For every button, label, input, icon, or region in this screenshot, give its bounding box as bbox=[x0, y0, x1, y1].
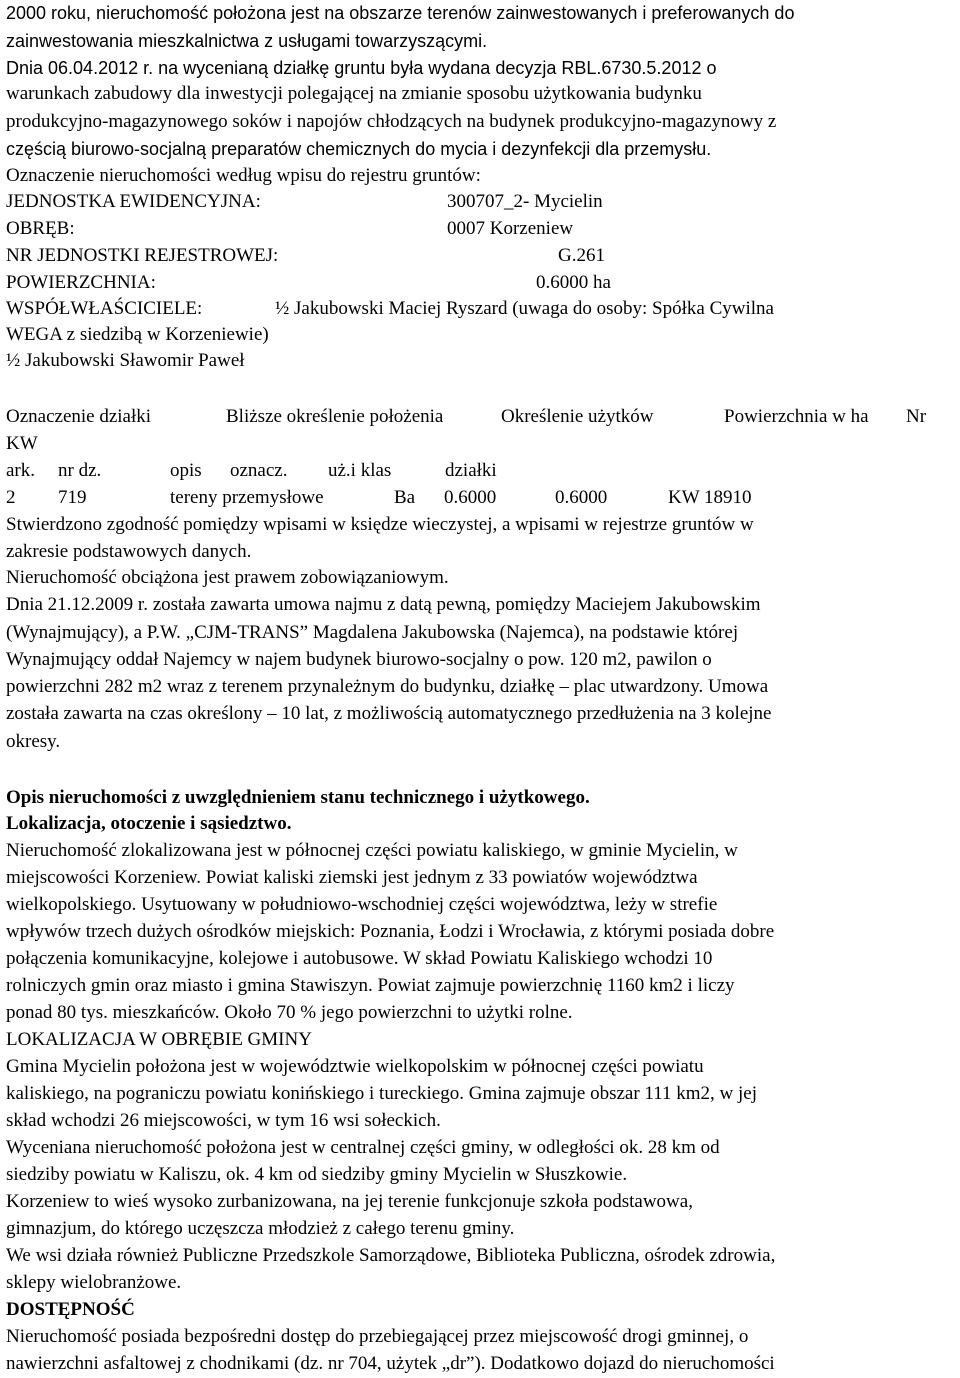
location-line: Nieruchomość zlokalizowana jest w północnej części powiatu kaliskiego, w gminie Mycielin, w bbox=[6, 840, 738, 861]
intro-line: warunkach zabudowy dla inwestycji polegającej na zmianie sposobu użytkowania budynku bbox=[6, 83, 702, 104]
section-heading-description: Opis nieruchomości z uwzględnieniem stanu technicznego i użytkowego. bbox=[6, 787, 590, 808]
intro-line: częścią biurowo-socjalną preparatów chemicznych do mycia i dezynfekcji dla przemysłu. bbox=[6, 139, 712, 159]
gmina-line: Korzeniew to wieś wysoko zurbanizowana, na jej terenie funkcjonuje szkoła podstawowa, bbox=[6, 1191, 693, 1212]
table-header-parcel: Oznaczenie działki bbox=[6, 406, 152, 427]
table-row-nr: 719 bbox=[58, 487, 87, 508]
table-row-description: tereny przemysłowe bbox=[170, 487, 324, 508]
area-label: POWIERZCHNIA: bbox=[6, 272, 156, 293]
section-heading-gmina: LOKALIZACJA W OBRĘBIE GMINY bbox=[6, 1029, 312, 1050]
location-line: połączenia komunikacyjne, kolejowe i autobusowe. W skład Powiatu Kaliskiego wchodzi 10 bbox=[6, 948, 713, 969]
table-row-area-1: 0.6000 bbox=[444, 487, 497, 508]
gmina-line: gimnazjum, do którego uczęszcza młodzież z całego terenu gminy. bbox=[6, 1218, 515, 1239]
paragraph-line: Dnia 21.12.2009 r. została zawarta umowa najmu z datą pewną, pomiędzy Maciejem Jakubowskim bbox=[6, 594, 761, 615]
table-row-ark: 2 bbox=[6, 487, 16, 508]
unit-value: 300707_2- Mycielin bbox=[447, 191, 603, 212]
access-line: nawierzchni asfaltowej z chodnikami (dz. nr 704, użytek „dr”). Dodatkowo dojazd do nieruchomości bbox=[6, 1353, 775, 1374]
intro-line: zainwestowania mieszkalnictwa z usługami towarzyszącymi. bbox=[6, 31, 488, 51]
table-sub-klas: uż.i klas bbox=[328, 460, 392, 481]
co-owner-2: ½ Jakubowski Sławomir Paweł bbox=[6, 350, 245, 371]
table-header-location: Bliższe określenie położenia bbox=[226, 406, 444, 427]
section-heading-location: Lokalizacja, otoczenie i sąsiedztwo. bbox=[6, 813, 292, 834]
table-sub-ark: ark. bbox=[6, 460, 36, 481]
paragraph-line: zakresie podstawowych danych. bbox=[6, 541, 252, 562]
gmina-line: Wyceniana nieruchomość położona jest w centralnej części gminy, w odległości ok. 28 km od bbox=[6, 1137, 720, 1158]
paragraph-line: Nieruchomość obciążona jest prawem zobowiązaniowym. bbox=[6, 567, 449, 588]
precinct-value: 0007 Korzeniew bbox=[447, 218, 574, 239]
table-header-use: Określenie użytków bbox=[501, 406, 654, 427]
paragraph-line: Stwierdzono zgodność pomiędzy wpisami w księdze wieczystej, a wpisami w rejestrze gruntów w bbox=[6, 514, 754, 535]
access-line: Nieruchomość posiada bezpośredni dostęp do przebiegającej przez miejscowość drogi gminnej, o bbox=[6, 1326, 749, 1347]
paragraph-line: (Wynajmujący), a P.W. „CJM-TRANS” Magdalena Jakubowska (Najemca), na podstawie której bbox=[6, 622, 739, 643]
gmina-line: siedziby powiatu w Kaliszu, ok. 4 km od siedziby gminy Mycielin w Słuszkowie. bbox=[6, 1164, 628, 1185]
reg-unit-label: NR JEDNOSTKI REJESTROWEJ: bbox=[6, 245, 279, 266]
precinct-label: OBRĘB: bbox=[6, 218, 75, 239]
table-row-area-2: 0.6000 bbox=[555, 487, 608, 508]
location-line: wielkopolskiego. Usytuowany w południowo-wschodniej części województwa, leży w strefie bbox=[6, 894, 718, 915]
paragraph-line: została zawarta na czas określony – 10 lat, z możliwością automatycznego przedłużenia na 3 kolejne bbox=[6, 703, 772, 724]
intro-line: Dnia 06.04.2012 r. na wycenianą działkę gruntu była wydana decyzja RBL.6730.5.2012 o bbox=[6, 58, 717, 78]
co-owner-1-cont: WEGA z siedzibą w Korzeniewie) bbox=[6, 324, 269, 345]
location-line: rolniczych gmin oraz miasto i gmina Stawiszyn. Powiat zajmuje powierzchnię 1160 km2 i liczy bbox=[6, 975, 735, 996]
gmina-line: We wsi działa również Publiczne Przedszkole Samorządowe, Biblioteka Publiczna, ośrodek zdrowia, bbox=[6, 1245, 776, 1266]
gmina-line: skład wchodzi 26 miejscowości, w tym 16 wsi sołeckich. bbox=[6, 1110, 441, 1131]
section-heading-access: DOSTĘPNOŚĆ bbox=[6, 1299, 135, 1320]
table-sub-nr: nr dz. bbox=[58, 460, 102, 481]
gmina-line: sklepy wielobranżowe. bbox=[6, 1272, 182, 1293]
table-header-area: Powierzchnia w ha bbox=[724, 406, 869, 427]
paragraph-line: powierzchni 282 m2 wraz z terenem przynależnym do budynku, działkę – plac utwardzony. Umowa bbox=[6, 676, 769, 697]
gmina-line: kaliskiego, na pograniczu powiatu konińskiego i tureckiego. Gmina zajmuje obszar 111 km2, w jej bbox=[6, 1083, 758, 1104]
table-header-nr: Nr bbox=[906, 406, 927, 427]
paragraph-line: Wynajmujący oddał Najemcy w najem budynek biurowo-socjalny o pow. 120 m2, pawilon o bbox=[6, 649, 712, 670]
co-owner-1: ½ Jakubowski Maciej Ryszard (uwaga do osoby: Spółka Cywilna bbox=[275, 298, 774, 319]
location-line: ponad 80 tys. mieszkańców. Około 70 % jego powierzchni to użytki rolne. bbox=[6, 1002, 573, 1023]
unit-label: JEDNOSTKA EWIDENCYJNA: bbox=[6, 191, 261, 212]
table-sub-oznacz: oznacz. bbox=[230, 460, 288, 481]
table-row-code: Ba bbox=[394, 487, 416, 508]
location-line: wpływów trzech dużych ośrodków miejskich: Poznania, Łodzi i Wrocławia, z którymi posiada dobre bbox=[6, 921, 775, 942]
intro-line: 2000 roku, nieruchomość położona jest na obszarze terenów zainwestowanych i preferowanych do bbox=[6, 3, 795, 23]
table-sub-dzialki: działki bbox=[445, 460, 497, 481]
register-heading: Oznaczenie nieruchomości według wpisu do rejestru gruntów: bbox=[6, 165, 481, 186]
intro-line: produkcyjno-magazynowego soków i napojów chłodzących na budynek produkcyjno-magazynowy z bbox=[6, 111, 777, 132]
reg-unit-value: G.261 bbox=[558, 245, 605, 266]
gmina-line: Gmina Mycielin położona jest w województwie wielkopolskim w północnej części powiatu bbox=[6, 1056, 704, 1077]
location-line: miejscowości Korzeniew. Powiat kaliski ziemski jest jednym z 33 powiatów województwa bbox=[6, 867, 698, 888]
co-owners-label: WSPÓŁWŁAŚCICIELE: bbox=[6, 298, 203, 319]
paragraph-line: okresy. bbox=[6, 731, 61, 752]
table-row-kw: KW 18910 bbox=[668, 487, 752, 508]
area-value: 0.6000 ha bbox=[536, 272, 611, 293]
table-sub-opis: opis bbox=[170, 460, 202, 481]
table-header-kw: KW bbox=[6, 433, 38, 454]
